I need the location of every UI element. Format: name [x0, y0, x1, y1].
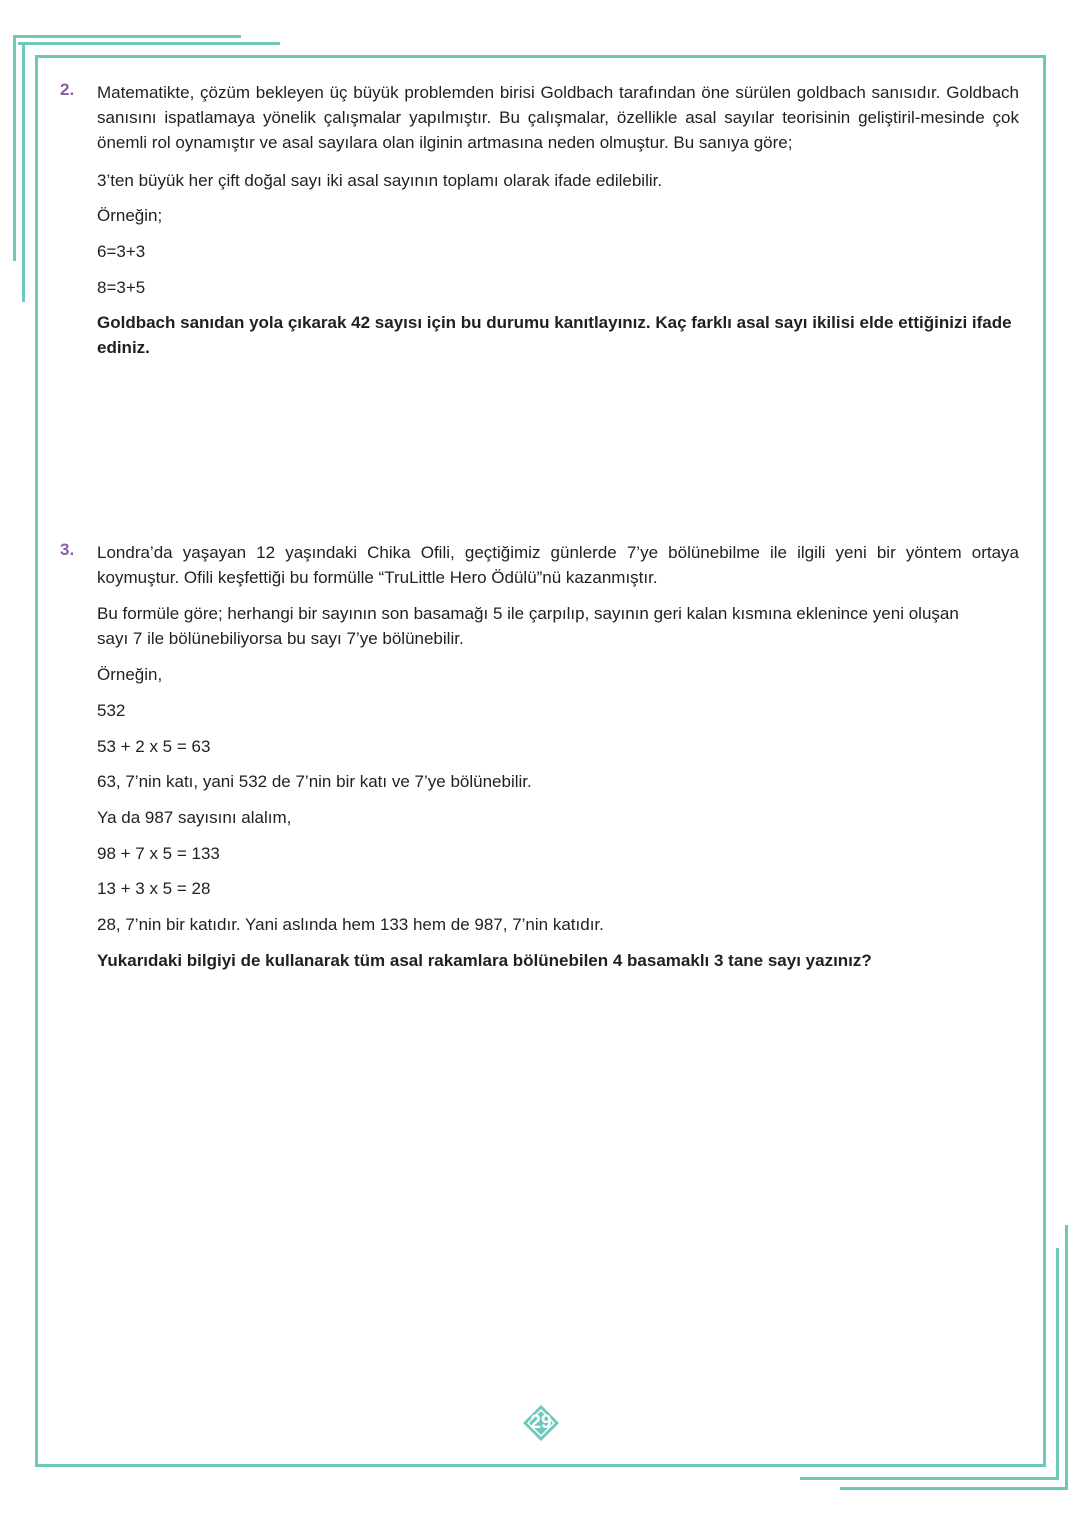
example-line: 532	[97, 701, 126, 720]
question-task: Yukarıdaki bilgiyi de kullanarak tüm asal rakamlara bölünebilen 4 basamaklı 3 tane sayı yazınız?	[97, 951, 872, 970]
example-line: 8=3+5	[97, 278, 146, 297]
frame-decoration-top-left-v1	[13, 35, 16, 261]
example-label: Örneğin;	[97, 206, 163, 225]
frame-decoration-bottom-right-h1	[800, 1477, 1059, 1480]
example-line: 6=3+3	[97, 242, 146, 261]
example-line: 53 + 2 x 5 = 63	[97, 737, 211, 756]
frame-decoration-bottom-right-v2	[1056, 1248, 1059, 1480]
question-intro: Londra’da yaşayan 12 yaşındaki Chika Ofili, geçtiğimiz günlerde 7’ye bölünebilme ile ilgili yeni bir yöntem ortaya koymuştur. Ofili keşfettiği bu formülle “TruLittle Hero Ödülü”nü kazanmıştır.	[97, 543, 1019, 587]
frame-decoration-top-left-h1	[13, 35, 241, 38]
frame-decoration-bottom-right-v1	[1065, 1225, 1068, 1490]
example-label: Örneğin,	[97, 665, 163, 684]
question-intro: Matematikte, çözüm bekleyen üç büyük problemden birisi Goldbach tarafından öne sürülen goldbach sanısıdır. Goldbach sanısını ispatlamaya yönelik çalışmalar yapılmıştır. Bu çalışmalar, özellikle asal sayılar teorisinin geliştiril-mesinde çok önemli rol oynamıştır ve asal sayılara olan ilginin artmasına neden olmuştur. Bu sanıya göre;	[97, 83, 1019, 152]
page-number-badge	[522, 1404, 560, 1442]
question-number: 2.	[60, 80, 75, 99]
frame-decoration-bottom-right-h2	[840, 1487, 1068, 1490]
frame-decoration-top-left-v2	[22, 42, 25, 302]
conjecture-statement: 3’ten büyük her çift doğal sayı iki asal sayının toplamı olarak ifade edilebilir.	[97, 171, 663, 190]
example-line: 98 + 7 x 5 = 133	[97, 844, 220, 863]
question-number: 3.	[60, 540, 75, 559]
example-line: Ya da 987 sayısını alalım,	[97, 808, 292, 827]
frame-decoration-top-left-h2	[18, 42, 280, 45]
page-number: 29	[530, 1412, 552, 1433]
example-line: 63, 7’nin katı, yani 532 de 7’nin bir katı ve 7’ye bölünebilir.	[97, 772, 532, 791]
rule-description: Bu formüle göre; herhangi bir sayının son basamağı 5 ile çarpılıp, sayının geri kalan kısmına eklenince yeni oluşan sayı 7 ile bölünebiliyorsa bu sayı 7’ye bölünebilir.	[97, 604, 959, 648]
question-task: Goldbach sanıdan yola çıkarak 42 sayısı için bu durumu kanıtlayınız. Kaç farklı asal sayı ikilisi elde ettiğinizi ifade ediniz.	[97, 313, 1012, 357]
example-line: 13 + 3 x 5 = 28	[97, 879, 211, 898]
example-line: 28, 7’nin bir katıdır. Yani aslında hem 133 hem de 987, 7’nin katıdır.	[97, 915, 604, 934]
page-frame	[35, 55, 1046, 1467]
